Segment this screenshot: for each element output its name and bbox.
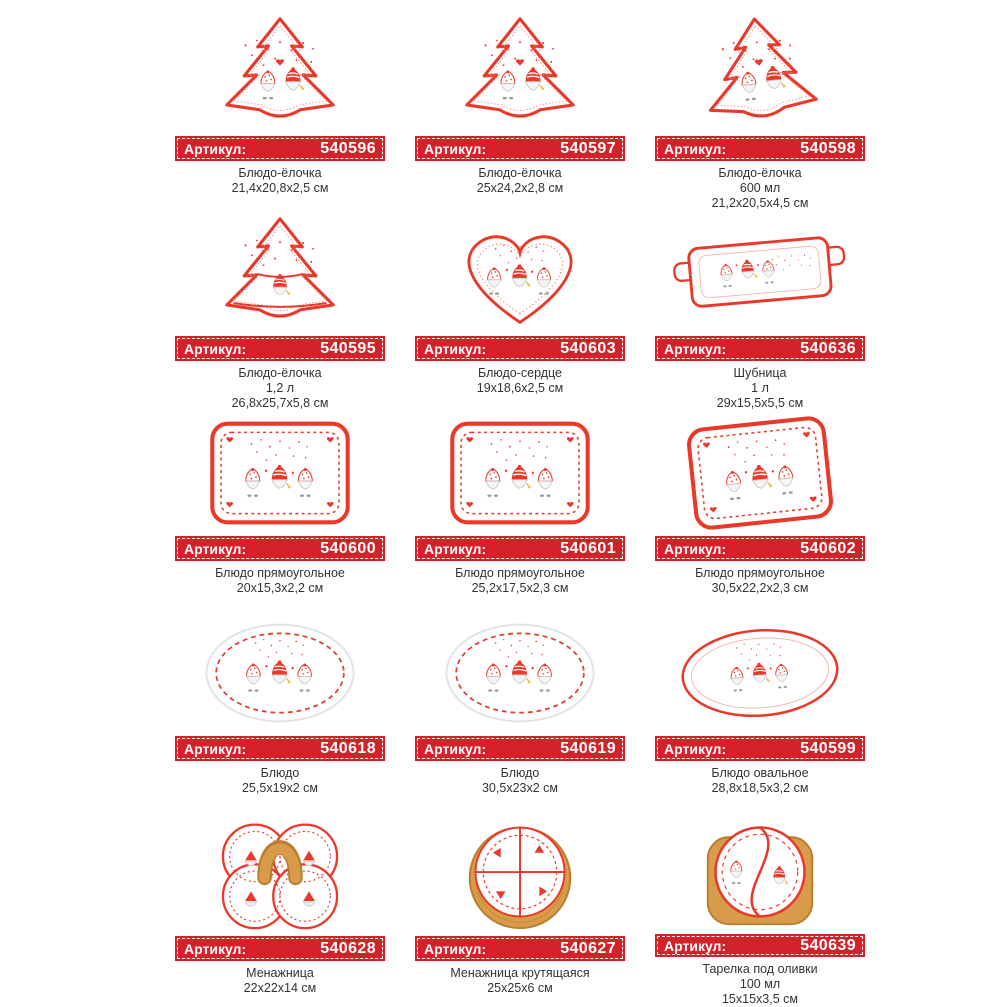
article-number: 540639 [800,936,856,954]
product-name: Блюдо [260,766,300,780]
product-photo-rotating-sectioned-dish [400,812,640,932]
product-card [160,612,400,812]
product-photo-tree-dish [160,12,400,132]
article-number: 540597 [560,139,616,157]
product-card [640,12,880,212]
product-catalog-grid [160,0,880,1007]
product-card [160,812,400,1007]
product-name: Блюдо-ёлочка [238,366,322,380]
article-number: 540627 [560,939,616,957]
article-label: Артикул: [424,540,487,557]
article-label: Артикул: [184,340,247,357]
article-banner [175,536,385,561]
article-banner [175,936,385,961]
product-name: Блюдо [500,766,540,780]
product-size: 26,8х25,7х5,8 см [231,396,329,410]
article-label: Артикул: [424,340,487,357]
article-banner [415,936,625,961]
product-card [160,12,400,212]
product-photo-oval-dish [160,612,400,732]
product-card [160,212,400,412]
product-size: 22х22х14 см [243,981,317,995]
product-capacity: 1 л [751,381,769,395]
article-banner [175,736,385,761]
product-size: 30,5х22,2х2,3 см [711,581,809,595]
product-size: 21,4х20,8х2,5 см [231,181,329,195]
product-card [400,812,640,1007]
product-card [400,412,640,612]
article-number: 540598 [800,139,856,157]
article-number: 540602 [800,539,856,557]
product-size: 15х15х3,5 см [721,992,798,1006]
product-capacity: 1,2 л [265,381,295,395]
article-banner [655,136,865,161]
article-banner [175,336,385,361]
article-banner [655,536,865,561]
article-banner [655,336,865,361]
article-label: Артикул: [664,937,727,954]
product-photo-oval-dish [400,612,640,732]
article-banner [415,136,625,161]
product-card [640,212,880,412]
product-card [400,12,640,212]
product-card [640,612,880,812]
product-size: 25,2х17,5х2,3 см [471,581,569,595]
article-label: Артикул: [424,740,487,757]
product-photo-tree-dish-sections [160,212,400,332]
article-banner [415,536,625,561]
product-photo-rect-dish [160,412,400,532]
product-card [160,412,400,612]
article-number: 540603 [560,339,616,357]
product-size: 25,5х19х2 см [241,781,318,795]
article-number: 540619 [560,739,616,757]
product-name: Блюдо-сердце [478,366,562,380]
product-name: Блюдо-ёлочка [718,166,802,180]
product-capacity: 600 мл [739,181,781,195]
article-label: Артикул: [664,140,727,157]
product-name: Менажница крутящаяся [450,966,590,980]
product-name: Менажница [246,966,314,980]
product-photo-oval-plain-dish [640,612,880,732]
product-name: Шубница [733,366,787,380]
article-number: 540600 [320,539,376,557]
article-number: 540596 [320,139,376,157]
product-name: Блюдо прямоугольное [215,566,345,580]
article-number: 540601 [560,539,616,557]
article-number: 540628 [320,939,376,957]
article-banner [655,934,865,957]
product-card [400,612,640,812]
article-label: Артикул: [664,740,727,757]
product-size: 28,8х18,5х3,2 см [711,781,809,795]
product-photo-heart-dish [400,212,640,332]
article-banner [655,736,865,761]
article-label: Артикул: [424,140,487,157]
article-label: Артикул: [664,340,727,357]
article-number: 540618 [320,739,376,757]
product-size: 19х18,6х2,5 см [476,381,564,395]
article-number: 540636 [800,339,856,357]
product-card [640,812,880,1007]
product-name: Тарелка под оливки [702,962,818,976]
article-label: Артикул: [424,940,487,957]
article-label: Артикул: [184,540,247,557]
product-size: 21,2х20,5х4,5 см [711,196,809,210]
product-card [640,412,880,612]
product-photo-tree-dish-deep [640,12,880,132]
article-banner [415,736,625,761]
product-size: 30,5х23х2 см [481,781,558,795]
article-number: 540595 [320,339,376,357]
product-photo-herring-dish [640,212,880,332]
product-name: Блюдо прямоугольное [455,566,585,580]
article-banner [415,336,625,361]
product-size: 25х25х6 см [487,981,553,995]
product-photo-tree-dish [400,12,640,132]
product-card [400,212,640,412]
product-size: 29х15,5х5,5 см [716,396,804,410]
article-label: Артикул: [664,540,727,557]
product-capacity: 100 мл [739,977,781,991]
product-photo-rect-dish-tilted [640,412,880,532]
product-photo-olive-plate [640,812,880,930]
product-photo-rect-dish [400,412,640,532]
article-label: Артикул: [184,140,247,157]
product-name: Блюдо овальное [711,766,809,780]
article-label: Артикул: [184,740,247,757]
article-banner [175,136,385,161]
article-label: Артикул: [184,940,247,957]
product-name: Блюдо прямоугольное [695,566,825,580]
product-size: 20х15,3х2,2 см [236,581,324,595]
product-photo-sectioned-dish-handle [160,812,400,932]
product-name: Блюдо-ёлочка [238,166,322,180]
product-size: 25х24,2х2,8 см [476,181,564,195]
article-number: 540599 [800,739,856,757]
product-name: Блюдо-ёлочка [478,166,562,180]
